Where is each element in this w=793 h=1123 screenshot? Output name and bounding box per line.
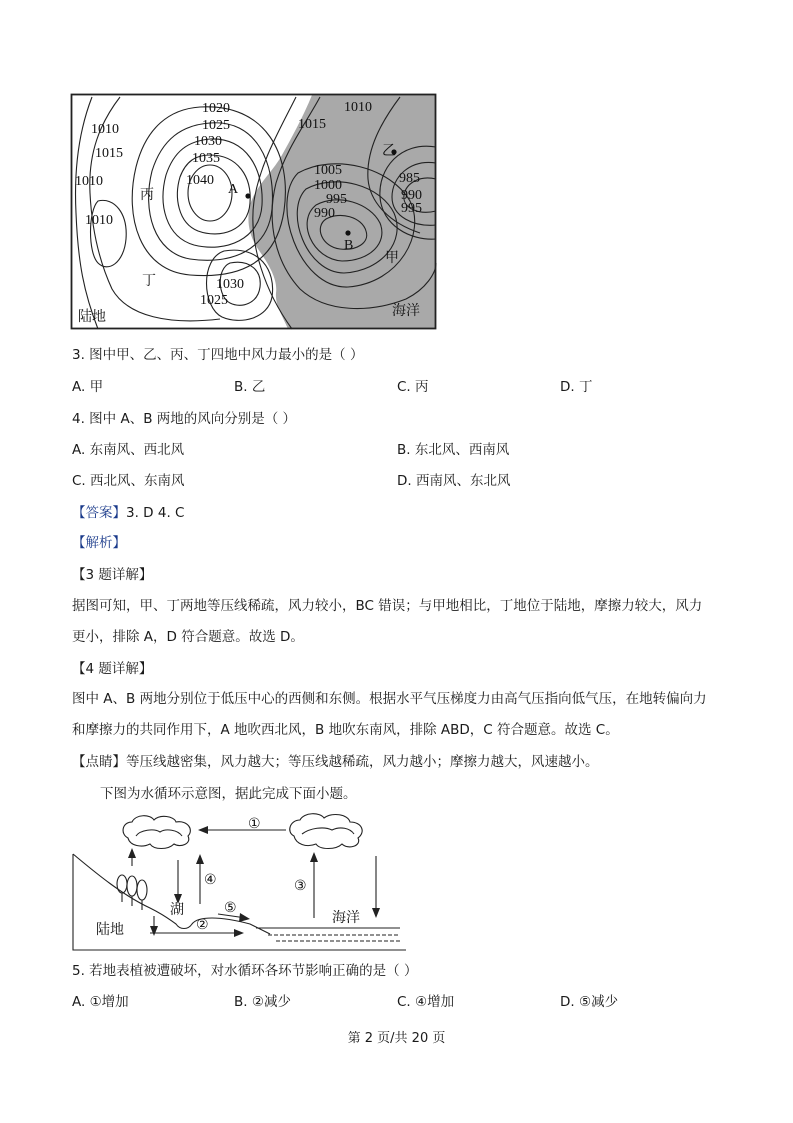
q5-option-c[interactable]: C. ④增加 (397, 994, 455, 1010)
label-1040: 1040 (186, 173, 214, 188)
label-990-east: 990 (401, 188, 422, 203)
q3-option-b[interactable]: B. 乙 (234, 379, 266, 395)
tree-1 (117, 875, 127, 893)
label-1030-north: 1030 (194, 134, 222, 149)
q5-option-d[interactable]: D. ⑤减少 (560, 994, 619, 1010)
label-1010-loop: 1010 (85, 213, 113, 228)
arrowhead-transpiration (128, 848, 136, 858)
arrowhead-infiltration (150, 926, 158, 936)
label-1025-south: 1025 (200, 293, 228, 308)
label-jia: 甲 (385, 250, 399, 266)
label-a: A (228, 182, 239, 197)
label-1025-north: 1025 (202, 118, 230, 133)
label-990: 990 (314, 206, 335, 221)
q4-option-b[interactable]: B. 东北风、西南风 (397, 442, 510, 458)
label-n3: ③ (294, 878, 307, 894)
q3-option-d[interactable]: D. 丁 (560, 379, 593, 395)
label-995: 995 (326, 192, 347, 207)
q5-option-a[interactable]: A. ①增加 (72, 994, 129, 1010)
q4-detail-line-1: 图中 A、B 两地分别位于低压中心的西侧和东侧。根据水平气压梯度力由高气压指向低气压，在地转偏向力 (72, 691, 707, 707)
answer-label: 【答案】 (72, 505, 126, 521)
isobar-map (70, 93, 438, 331)
label-1005: 1005 (314, 163, 342, 178)
label-985: 985 (399, 171, 420, 186)
tree-2 (127, 876, 137, 896)
arrowhead-5 (239, 913, 250, 922)
arrowhead-1 (198, 826, 208, 834)
label-land: 陆地 (78, 309, 106, 325)
water-cycle-diagram (70, 808, 410, 954)
tree-3 (137, 880, 147, 900)
q4-option-d[interactable]: D. 西南风、东北风 (397, 473, 511, 489)
cloud-left-inner (136, 830, 182, 836)
arrowhead-4 (196, 854, 204, 864)
q3-detail-line-1: 据图可知，甲、丁两地等压线稀疏，风力较小，BC 错误；与甲地相比，丁地位于陆地，摩擦力较大，风力 (72, 598, 703, 614)
point-b-marker (345, 230, 350, 235)
label-bing: 丙 (140, 187, 154, 203)
q5-stem: 5. 若地表植被遭破坏，对水循环各环节影响正确的是（ ） (72, 963, 418, 979)
q3-option-c[interactable]: C. 丙 (397, 379, 429, 395)
label-1020: 1020 (202, 101, 230, 116)
tip-line: 【点睛】等压线越密集，风力越大；等压线越稀疏，风力越小；摩擦力越大，风速越小。 (72, 754, 599, 770)
cloud-left (123, 816, 190, 849)
label-n1: ① (248, 816, 261, 832)
answer-line (72, 504, 184, 522)
isobar-1010-loop (91, 200, 127, 266)
q3-stem: 3. 图中甲、乙、丙、丁四地中风力最小的是（ ） (72, 347, 364, 363)
label-995-east: 995 (401, 201, 422, 216)
label-n4: ④ (204, 872, 217, 888)
arrowhead-3 (310, 852, 318, 862)
q3-option-a[interactable]: A. 甲 (72, 379, 104, 395)
point-a-marker (245, 193, 250, 198)
label-1010-nw: 1010 (91, 122, 119, 137)
cloud-right-inner (302, 828, 354, 834)
answer-text: 3. D 4. C (126, 505, 185, 521)
analysis-label: 【解析】 (72, 535, 126, 551)
q4-option-a[interactable]: A. 东南风、西北风 (72, 442, 185, 458)
label-1010-ne: 1010 (344, 100, 372, 115)
label-n2: ② (196, 917, 209, 933)
q4-detail-title: 【4 题详解】 (72, 661, 153, 677)
q3-detail-line-2: 更小，排除 A，D 符合题意。故选 D。 (72, 629, 304, 645)
arrowhead-precip-sea (372, 908, 380, 918)
label-1015-east: 1015 (298, 117, 326, 132)
label-b: B (344, 238, 354, 253)
label-land-wc: 陆地 (96, 922, 124, 938)
arrowhead-2 (234, 929, 244, 937)
q4-detail-line-2: 和摩擦力的共同作用下，A 地吹西北风，B 地吹东南风，排除 ABD，C 符合题意。故选 C。 (72, 722, 619, 738)
q3-detail-title: 【3 题详解】 (72, 567, 153, 583)
label-1010-west: 1010 (75, 174, 103, 189)
water-cycle-intro: 下图为水循环示意图，据此完成下面小题。 (100, 786, 357, 802)
label-ding: 丁 (142, 273, 156, 289)
label-1035: 1035 (192, 151, 220, 166)
page-footer: 第 2 页/共 20 页 (347, 1031, 446, 1046)
q4-option-c[interactable]: C. 西北风、东南风 (72, 473, 185, 489)
label-yi: 乙 (382, 143, 396, 159)
label-1000: 1000 (314, 178, 342, 193)
label-1015-west: 1015 (95, 146, 123, 161)
label-ocean: 海洋 (392, 303, 420, 319)
label-lake: 湖 (170, 902, 184, 918)
label-ocean-wc: 海洋 (332, 910, 360, 926)
q4-stem: 4. 图中 A、B 两地的风向分别是（ ） (72, 411, 297, 427)
q5-option-b[interactable]: B. ②减少 (234, 994, 291, 1010)
label-1030-south: 1030 (216, 277, 244, 292)
label-n5: ⑤ (224, 900, 237, 916)
